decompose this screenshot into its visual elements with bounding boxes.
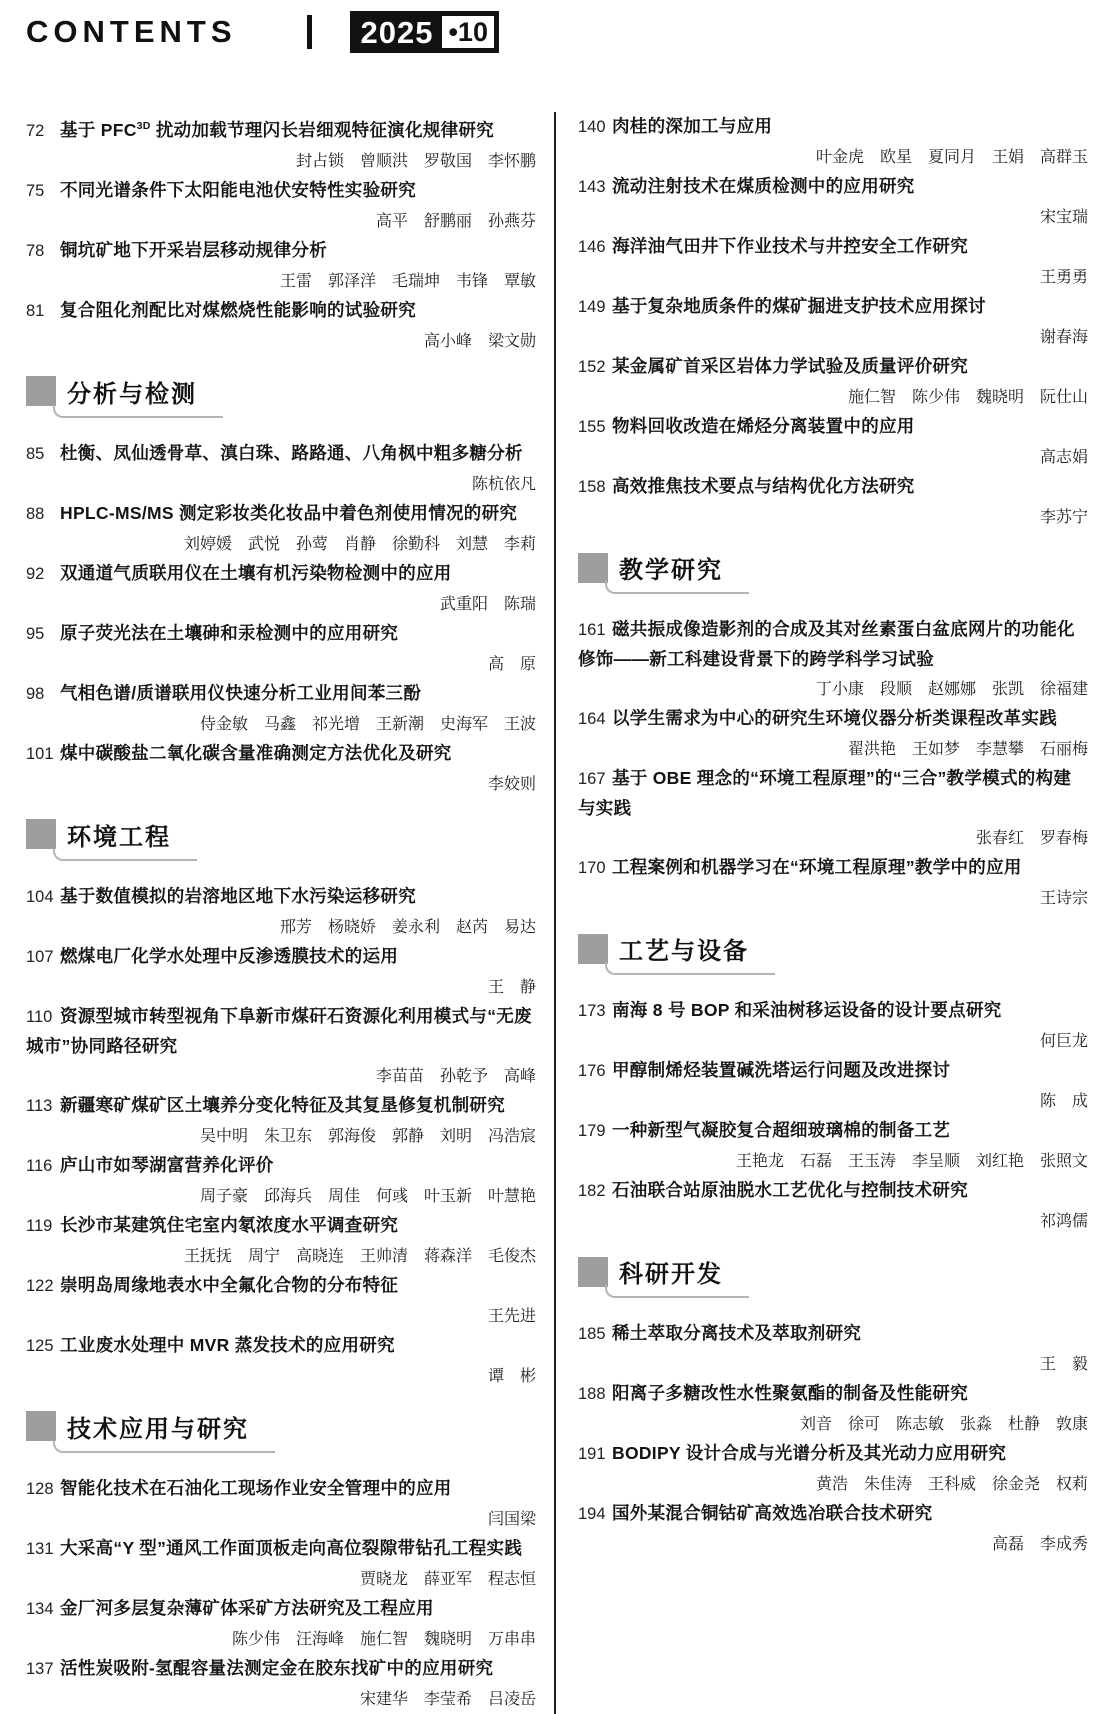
entry-authors: 王雷 郭泽洋 毛瑞坤 韦锋 覃敏 bbox=[279, 270, 536, 290]
section-header-inner bbox=[578, 550, 749, 594]
header-divider-bar bbox=[307, 15, 312, 49]
entry-page-number: 95 bbox=[26, 624, 45, 643]
entry-title: 金厂河多层复杂薄矿体采矿方法研究及工程应用 bbox=[60, 1597, 434, 1618]
entry-title: 石油联合站原油脱水工艺优化与控制技术研究 bbox=[612, 1180, 968, 1200]
entry-title-line bbox=[578, 112, 1088, 142]
entry-title-line bbox=[26, 559, 536, 589]
entry-authors: 翟洪艳 王如梦 李慧攀 石丽梅 bbox=[847, 739, 1088, 758]
toc-entry bbox=[26, 112, 536, 175]
entry-title-line bbox=[26, 679, 536, 709]
entry-title: 以学生需求为中心的研究生环境仪器分析类课程改革实践 bbox=[612, 708, 1057, 728]
entry-authors: 高 原 bbox=[487, 653, 536, 673]
entry-title-line bbox=[26, 1271, 536, 1301]
entry-title: 国外某混合铜钴矿高效选冶联合技术研究 bbox=[612, 1503, 933, 1523]
entry-title: 复合阻化剂配比对煤燃烧性能影响的试验研究 bbox=[60, 299, 416, 320]
toc-entry bbox=[578, 1499, 1088, 1558]
section-marker-square bbox=[26, 1411, 56, 1441]
entry-title: 阳离子多糖改性水性聚氨酯的制备及性能研究 bbox=[612, 1383, 968, 1403]
issue-year: 2025 bbox=[360, 14, 434, 50]
toc-entry bbox=[26, 1594, 536, 1653]
entry-title: 双通道气质联用仪在土壤有机污染物检测中的应用 bbox=[60, 562, 452, 583]
entry-title: 海洋油气田井下作业技术与井控安全工作研究 bbox=[612, 236, 968, 256]
entry-authors: 祁鸿儒 bbox=[1039, 1211, 1088, 1230]
entry-authors: 侍金敏 马鑫 祁光增 王新潮 史海军 王波 bbox=[199, 713, 536, 733]
entry-title-line bbox=[26, 882, 536, 912]
entry-authors: 王诗宗 bbox=[1039, 888, 1088, 907]
entry-authors: 王勇勇 bbox=[1039, 267, 1088, 286]
entry-title-line bbox=[26, 296, 536, 326]
toc-entry bbox=[578, 232, 1088, 291]
entry-title-line bbox=[578, 1176, 1088, 1206]
entry-authors: 高小峰 梁文勋 bbox=[423, 330, 536, 350]
entry-title: 资源型城市转型视角下阜新市煤矸石资源化利用模式与“无废城市”协同路径研究 bbox=[26, 1005, 532, 1056]
section-header bbox=[578, 1254, 1088, 1298]
entry-title-line bbox=[578, 1116, 1088, 1146]
section-marker-square bbox=[26, 819, 56, 849]
toc-entry bbox=[578, 1439, 1088, 1498]
entry-title: 智能化技术在石油化工现场作业安全管理中的应用 bbox=[60, 1477, 452, 1498]
entry-authors: 王 静 bbox=[487, 976, 536, 996]
toc-entry bbox=[578, 1319, 1088, 1378]
section-header bbox=[26, 817, 536, 861]
entry-authors: 王艳龙 石磊 王玉涛 李呈顺 刘红艳 张照文 bbox=[735, 1151, 1088, 1170]
entry-title: 物料回收改造在烯烃分离装置中的应用 bbox=[612, 416, 915, 436]
entry-page-number: 161 bbox=[578, 621, 606, 639]
entry-authors: 宋建华 李莹希 吕凌岳 bbox=[359, 1688, 536, 1708]
toc-entry bbox=[578, 1116, 1088, 1175]
toc-entry bbox=[26, 679, 536, 738]
toc-entry bbox=[578, 1176, 1088, 1235]
entry-page-number: 167 bbox=[578, 770, 606, 788]
entry-authors: 谢春海 bbox=[1039, 327, 1088, 346]
entry-authors: 刘音 徐可 陈志敏 张淼 杜静 敦康 bbox=[799, 1414, 1088, 1433]
entry-title-line bbox=[578, 704, 1088, 734]
entry-authors: 高平 舒鹏丽 孙燕芬 bbox=[375, 210, 536, 230]
entry-title-line bbox=[578, 352, 1088, 382]
toc-entry bbox=[578, 615, 1088, 703]
entry-title-line bbox=[26, 1594, 536, 1624]
toc-entry bbox=[578, 292, 1088, 351]
entry-authors: 宋宝瑞 bbox=[1039, 207, 1088, 226]
toc-entry bbox=[26, 1091, 536, 1150]
toc-entry bbox=[578, 853, 1088, 912]
entry-page-number: 119 bbox=[26, 1216, 53, 1235]
entry-title: 工程案例和机器学习在“环境工程原理”教学中的应用 bbox=[612, 857, 1022, 877]
entry-page-number: 173 bbox=[578, 1002, 606, 1020]
entry-authors: 贾晓龙 薛亚军 程志恒 bbox=[359, 1568, 536, 1588]
section-header-inner bbox=[26, 374, 223, 418]
entry-title: 燃煤电厂化学水处理中反渗透膜技术的运用 bbox=[60, 945, 399, 966]
toc-entry bbox=[26, 176, 536, 235]
entry-page-number: 179 bbox=[578, 1122, 606, 1140]
section-header bbox=[26, 374, 536, 418]
entry-authors: 闫国梁 bbox=[487, 1508, 536, 1528]
entry-authors: 高磊 李成秀 bbox=[991, 1534, 1088, 1553]
toc-entry bbox=[26, 439, 536, 498]
section-marker-square bbox=[578, 553, 608, 583]
entry-title: 长沙市某建筑住宅室内氡浓度水平调查研究 bbox=[60, 1214, 399, 1235]
entry-title-line bbox=[26, 1331, 536, 1361]
entry-title: BODIPY 设计合成与光谱分析及其光动力应用研究 bbox=[612, 1443, 1007, 1463]
entry-title: 铜坑矿地下开采岩层移动规律分析 bbox=[60, 239, 327, 260]
section-header-inner bbox=[26, 817, 197, 861]
entry-authors: 丁小康 段顺 赵娜娜 张凯 徐福建 bbox=[815, 679, 1088, 698]
entry-title-line bbox=[26, 1002, 536, 1061]
entry-authors: 陈杭依凡 bbox=[471, 473, 536, 493]
entry-page-number: 155 bbox=[578, 418, 606, 436]
entry-title bbox=[60, 120, 494, 140]
entry-page-number: 78 bbox=[26, 241, 45, 260]
entry-page-number: 134 bbox=[26, 1599, 54, 1618]
entry-title: 甲醇制烯烃装置碱洗塔运行问题及改进探讨 bbox=[612, 1060, 951, 1080]
entry-authors: 刘婷媛 武悦 孙莺 肖静 徐勤科 刘慧 李莉 bbox=[183, 533, 536, 553]
entry-page-number: 152 bbox=[578, 358, 606, 376]
entry-authors: 张春红 罗春梅 bbox=[975, 828, 1088, 847]
entry-title: 杜衡、凤仙透骨草、滇白珠、路路通、八角枫中粗多糖分析 bbox=[60, 442, 523, 463]
section-marker-square bbox=[26, 376, 56, 406]
entry-title-line bbox=[26, 236, 536, 266]
entry-page-number: 122 bbox=[26, 1276, 54, 1295]
entry-page-number: 131 bbox=[26, 1539, 54, 1558]
toc-columns bbox=[26, 112, 1088, 1714]
entry-title-part: 基于 PFC bbox=[60, 119, 137, 140]
entry-authors: 叶金虎 欧星 夏同月 王娟 高群玉 bbox=[815, 147, 1088, 166]
section-header-inner bbox=[578, 1254, 749, 1298]
section-header-inner bbox=[578, 931, 775, 975]
toc-entry bbox=[26, 1474, 536, 1533]
entry-title-line bbox=[26, 942, 536, 972]
entry-title: 新疆寒矿煤矿区土壤养分变化特征及其复垦修复机制研究 bbox=[60, 1094, 505, 1115]
entry-authors: 封占锁 曾顺洪 罗敬国 李怀鹏 bbox=[295, 150, 536, 170]
toc-entry bbox=[578, 352, 1088, 411]
entry-page-number: 92 bbox=[26, 564, 45, 583]
entry-authors: 何巨龙 bbox=[1039, 1031, 1088, 1050]
section-title: 分析与检测 bbox=[67, 380, 197, 408]
entry-authors: 王抚抚 周宁 高晓连 王帅清 蒋森洋 毛俊杰 bbox=[183, 1245, 536, 1265]
entry-title-line bbox=[26, 499, 536, 529]
toc-entry bbox=[26, 739, 536, 798]
entry-title: 流动注射技术在煤质检测中的应用研究 bbox=[612, 176, 915, 196]
entry-authors: 邢芳 杨晓娇 姜永利 赵芮 易达 bbox=[279, 916, 536, 936]
section-title: 教学研究 bbox=[619, 557, 723, 584]
toc-entry bbox=[26, 1211, 536, 1270]
entry-page-number: 104 bbox=[26, 887, 54, 906]
entry-title: 南海 8 号 BOP 和采油树移运设备的设计要点研究 bbox=[612, 1000, 1002, 1020]
entry-title: 基于复杂地质条件的煤矿掘进支护技术应用探讨 bbox=[612, 296, 986, 316]
entry-title: 磁共振成像造影剂的合成及其对丝素蛋白盆底网片的功能化修饰——新工科建设背景下的跨学科学习试验 bbox=[578, 619, 1075, 669]
entry-title: 庐山市如琴湖富营养化评价 bbox=[60, 1154, 274, 1175]
section-header bbox=[578, 931, 1088, 975]
entry-authors: 吴中明 朱卫东 郭海俊 郭静 刘明 冯浩宸 bbox=[199, 1125, 536, 1145]
entry-title-line bbox=[578, 232, 1088, 262]
toc-entry bbox=[26, 236, 536, 295]
toc-entry bbox=[26, 942, 536, 1001]
entry-authors: 李苏宁 bbox=[1039, 507, 1088, 526]
entry-title: 某金属矿首采区岩体力学试验及质量评价研究 bbox=[612, 356, 968, 376]
entry-title: 一种新型气凝胶复合超细玻璃棉的制备工艺 bbox=[612, 1120, 951, 1140]
entry-page-number: 149 bbox=[578, 298, 606, 316]
entry-title-line bbox=[578, 412, 1088, 442]
section-title: 环境工程 bbox=[67, 823, 171, 851]
entry-title: 稀土萃取分离技术及萃取剂研究 bbox=[612, 1323, 862, 1343]
entry-page-number: 143 bbox=[578, 178, 606, 196]
section-title: 工艺与设备 bbox=[619, 938, 749, 965]
entry-title-line bbox=[578, 472, 1088, 502]
entry-title-line bbox=[26, 739, 536, 769]
entry-title-line bbox=[26, 619, 536, 649]
entry-title-line bbox=[26, 1534, 536, 1564]
entry-page-number: 185 bbox=[578, 1325, 606, 1343]
section-marker-square bbox=[578, 1257, 608, 1287]
entry-title: 基于 OBE 理念的“环境工程原理”的“三合”教学模式的构建与实践 bbox=[578, 768, 1072, 818]
entry-title-line bbox=[26, 112, 536, 146]
entry-title: 气相色谱/质谱联用仪快速分析工业用间苯三酚 bbox=[60, 682, 422, 703]
entry-title-line bbox=[578, 1319, 1088, 1349]
entry-page-number: 72 bbox=[26, 121, 45, 140]
entry-page-number: 98 bbox=[26, 684, 45, 703]
toc-entry bbox=[26, 1002, 536, 1090]
toc-entry bbox=[26, 619, 536, 678]
toc-header bbox=[26, 10, 1088, 54]
toc-entry bbox=[26, 1654, 536, 1713]
entry-authors: 高志娟 bbox=[1039, 447, 1088, 466]
toc-entry bbox=[578, 996, 1088, 1055]
entry-title-line bbox=[578, 1499, 1088, 1529]
entry-page-number: 182 bbox=[578, 1182, 606, 1200]
entry-title-line bbox=[578, 1439, 1088, 1469]
entry-title-line bbox=[26, 1211, 536, 1241]
entry-title: 大采高“Y 型”通风工作面顶板走向高位裂隙带钻孔工程实践 bbox=[60, 1537, 523, 1558]
entry-authors: 武重阳 陈瑞 bbox=[439, 593, 536, 613]
entry-title-line bbox=[26, 1474, 536, 1504]
toc-entry bbox=[26, 1331, 536, 1390]
toc-entry bbox=[578, 172, 1088, 231]
entry-page-number: 81 bbox=[26, 301, 45, 320]
entry-title-line bbox=[26, 439, 536, 469]
entry-title: 不同光谱条件下太阳能电池伏安特性实验研究 bbox=[60, 179, 416, 200]
entry-page-number: 170 bbox=[578, 859, 606, 877]
section-header bbox=[26, 1409, 536, 1453]
section-title: 技术应用与研究 bbox=[67, 1415, 249, 1443]
entry-authors: 李姣则 bbox=[487, 773, 536, 793]
entry-title-line bbox=[578, 764, 1088, 823]
toc-entry bbox=[26, 1534, 536, 1593]
entry-authors: 王 毅 bbox=[1039, 1354, 1088, 1373]
toc-column-right bbox=[556, 112, 1088, 1714]
toc-entry bbox=[578, 472, 1088, 531]
entry-page-number: 137 bbox=[26, 1659, 54, 1678]
entry-page-number: 191 bbox=[578, 1445, 606, 1463]
toc-entry bbox=[26, 1271, 536, 1330]
entry-title-line bbox=[578, 292, 1088, 322]
toc-entry bbox=[26, 499, 536, 558]
toc-entry bbox=[578, 1056, 1088, 1115]
entry-page-number: 146 bbox=[578, 238, 606, 256]
entry-title: 原子荧光法在土壤砷和汞检测中的应用研究 bbox=[60, 622, 399, 643]
issue-number: •10 bbox=[442, 16, 494, 48]
entry-title-line bbox=[26, 1151, 536, 1181]
toc-entry bbox=[578, 704, 1088, 763]
entry-authors: 陈少伟 汪海峰 施仁智 魏晓明 万串串 bbox=[231, 1628, 536, 1648]
entry-authors: 王先进 bbox=[487, 1305, 536, 1325]
entry-page-number: 110 bbox=[26, 1007, 53, 1026]
entry-authors: 施仁智 陈少伟 魏晓明 阮仕山 bbox=[847, 387, 1088, 406]
toc-entry bbox=[578, 412, 1088, 471]
entry-title: 工业废水处理中 MVR 蒸发技术的应用研究 bbox=[60, 1334, 395, 1355]
entry-authors: 黄浩 朱佳涛 王科威 徐金尧 权莉 bbox=[815, 1474, 1088, 1493]
entry-title-superscript: 3D bbox=[136, 120, 151, 132]
entry-page-number: 125 bbox=[26, 1336, 54, 1355]
entry-page-number: 140 bbox=[578, 118, 606, 136]
toc-entry bbox=[26, 296, 536, 355]
entry-authors: 周子豪 邱海兵 周佳 何彧 叶玉新 叶慧艳 bbox=[199, 1185, 536, 1205]
section-marker-square bbox=[578, 934, 608, 964]
entry-page-number: 188 bbox=[578, 1385, 606, 1403]
entry-page-number: 113 bbox=[26, 1096, 53, 1115]
toc-entry bbox=[26, 1151, 536, 1210]
entry-title: HPLC-MS/MS 测定彩妆类化妆品中着色剂使用情况的研究 bbox=[60, 502, 518, 523]
section-title: 科研开发 bbox=[619, 1261, 723, 1288]
entry-title: 崇明岛周缘地表水中全氟化合物的分布特征 bbox=[60, 1274, 399, 1295]
entry-title: 肉桂的深加工与应用 bbox=[612, 116, 773, 136]
entry-page-number: 75 bbox=[26, 181, 45, 200]
entry-title-line bbox=[578, 1379, 1088, 1409]
entry-page-number: 158 bbox=[578, 478, 606, 496]
entry-title-line bbox=[26, 1091, 536, 1121]
entry-title-line bbox=[26, 1654, 536, 1684]
entry-authors: 陈 成 bbox=[1039, 1091, 1088, 1110]
issue-box bbox=[350, 11, 499, 53]
entry-title-line bbox=[578, 1056, 1088, 1086]
toc-entry bbox=[578, 1379, 1088, 1438]
entry-title: 活性炭吸附-氢醌容量法测定金在胶东找矿中的应用研究 bbox=[60, 1657, 494, 1678]
entry-title: 基于数值模拟的岩溶地区地下水污染运移研究 bbox=[60, 885, 416, 906]
entry-title-line bbox=[578, 853, 1088, 883]
entry-page-number: 85 bbox=[26, 444, 45, 463]
entry-title-line bbox=[578, 615, 1088, 674]
section-header-inner bbox=[26, 1409, 275, 1453]
section-header bbox=[578, 550, 1088, 594]
entry-title: 高效推焦技术要点与结构优化方法研究 bbox=[612, 476, 915, 496]
toc-entry bbox=[578, 112, 1088, 171]
entry-page-number: 88 bbox=[26, 504, 45, 523]
entry-page-number: 128 bbox=[26, 1479, 54, 1498]
toc-entry bbox=[26, 559, 536, 618]
entry-page-number: 194 bbox=[578, 1505, 606, 1523]
entry-title: 煤中碳酸盐二氧化碳含量准确测定方法优化及研究 bbox=[60, 742, 452, 763]
entry-page-number: 176 bbox=[578, 1062, 606, 1080]
toc-column-left bbox=[26, 112, 556, 1714]
toc-entry bbox=[26, 882, 536, 941]
entry-title-line bbox=[26, 176, 536, 206]
entry-title-part: 扰动加载节理闪长岩细观特征演化规律研究 bbox=[150, 119, 495, 140]
entry-authors: 李苗苗 孙乾予 高峰 bbox=[375, 1065, 536, 1085]
toc-entry bbox=[578, 764, 1088, 852]
entry-page-number: 116 bbox=[26, 1156, 53, 1175]
entry-page-number: 107 bbox=[26, 947, 54, 966]
entry-page-number: 101 bbox=[26, 744, 54, 763]
entry-title-line bbox=[578, 996, 1088, 1026]
entry-title-line bbox=[578, 172, 1088, 202]
contents-title: CONTENTS bbox=[26, 14, 237, 49]
entry-page-number: 164 bbox=[578, 710, 606, 728]
entry-authors: 谭 彬 bbox=[487, 1365, 536, 1385]
